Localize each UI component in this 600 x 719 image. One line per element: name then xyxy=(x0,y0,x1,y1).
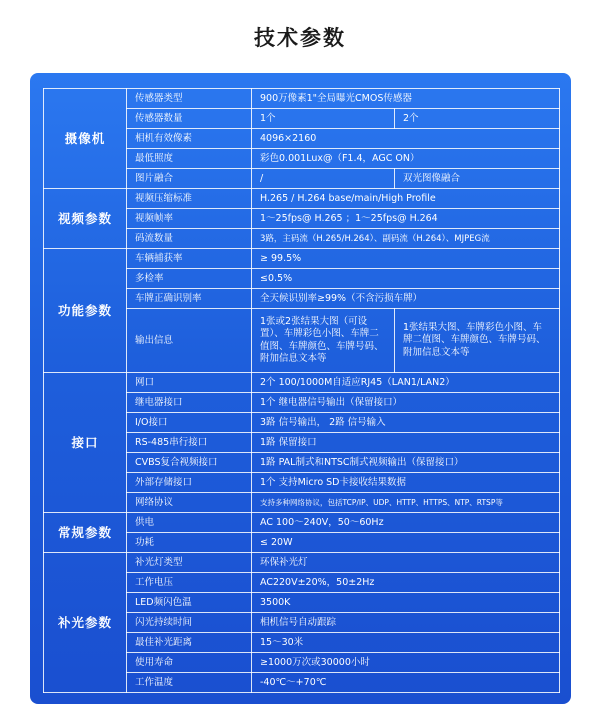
spec-label: 供电 xyxy=(127,513,252,533)
spec-value: 900万像素1"全局曝光CMOS传感器 xyxy=(252,89,560,109)
spec-label: 外部存储接口 xyxy=(127,473,252,493)
spec-label: CVBS复合视频接口 xyxy=(127,453,252,473)
spec-table xyxy=(43,88,560,693)
spec-label: 多检率 xyxy=(127,269,252,289)
spec-value: 4096×2160 xyxy=(252,129,560,149)
table-row xyxy=(44,189,560,209)
spec-value-single: / xyxy=(252,169,395,189)
spec-label: 最低照度 xyxy=(127,149,252,169)
spec-label: 补光灯类型 xyxy=(127,553,252,573)
spec-label: 功耗 xyxy=(127,533,252,553)
spec-value: -40℃～+70℃ xyxy=(252,673,560,693)
spec-value-single: 1个 xyxy=(252,109,395,129)
spec-label: 工作温度 xyxy=(127,673,252,693)
spec-value: 3500K xyxy=(252,593,560,613)
spec-value: ≤0.5% xyxy=(252,269,560,289)
spec-label: 使用寿命 xyxy=(127,653,252,673)
category-general: 常规参数 xyxy=(44,513,127,553)
spec-label: I/O接口 xyxy=(127,413,252,433)
spec-label: 传感器类型 xyxy=(127,89,252,109)
spec-label: 视频压缩标准 xyxy=(127,189,252,209)
spec-value: 3路 信号输出， 2路 信号输入 xyxy=(252,413,560,433)
table-row xyxy=(44,373,560,393)
spec-value: 1路 PAL制式和NTSC制式视频输出（保留接口） xyxy=(252,453,560,473)
spec-value: 3路，主码流（H.265/H.264）、副码流（H.264）、MJPEG流 xyxy=(252,229,560,249)
spec-value-dual: 1张结果大图、车牌彩色小图、车牌二值图、车牌颜色、车牌号码、附加信息文本等 xyxy=(395,309,560,373)
spec-value: 1个 继电器信号输出（保留接口） xyxy=(252,393,560,413)
spec-value: 支持多种网络协议，包括TCP/IP、UDP、HTTP、HTTPS、NTP、RTSP等 xyxy=(252,493,560,513)
table-row xyxy=(44,249,560,269)
spec-value: 彩色0.001Lux@（F1.4，AGC ON） xyxy=(252,149,560,169)
spec-value: 全天候识别率≥99%（不含污损车牌） xyxy=(252,289,560,309)
category-interface: 接口 xyxy=(44,373,127,513)
spec-value: 相机信号自动跟踪 xyxy=(252,613,560,633)
table-row xyxy=(44,553,560,573)
spec-value: AC220V±20%，50±2Hz xyxy=(252,573,560,593)
spec-label: 相机有效像素 xyxy=(127,129,252,149)
spec-value-single: 1张或2张结果大图（可设置）、车牌彩色小图、车牌二值图、车牌颜色、车牌号码、附加信息文本等 xyxy=(252,309,395,373)
spec-label: RS-485串行接口 xyxy=(127,433,252,453)
table-row xyxy=(44,513,560,533)
spec-label: 传感器数量 xyxy=(127,109,252,129)
spec-label: LED频闪色温 xyxy=(127,593,252,613)
spec-label: 图片融合 xyxy=(127,169,252,189)
spec-value: 15～30米 xyxy=(252,633,560,653)
category-camera: 摄像机 xyxy=(44,89,127,189)
table-row xyxy=(44,89,560,109)
spec-value: AC 100～240V，50～60Hz xyxy=(252,513,560,533)
spec-value-dual: 2个 xyxy=(395,109,560,129)
category-function: 功能参数 xyxy=(44,249,127,373)
spec-value: 1路 保留接口 xyxy=(252,433,560,453)
spec-label: 网口 xyxy=(127,373,252,393)
spec-value: 1个 支持Micro SD卡接收结果数据 xyxy=(252,473,560,493)
page-title: 技术参数 xyxy=(254,26,346,50)
spec-value: ≤ 20W xyxy=(252,533,560,553)
spec-label: 视频帧率 xyxy=(127,209,252,229)
spec-value: 2个 100/1000M自适应RJ45（LAN1/LAN2） xyxy=(252,373,560,393)
spec-value: 1～25fps@ H.265 ；1～25fps@ H.264 xyxy=(252,209,560,229)
category-fill-light: 补光参数 xyxy=(44,553,127,693)
spec-label: 码流数量 xyxy=(127,229,252,249)
spec-label: 继电器接口 xyxy=(127,393,252,413)
spec-label: 工作电压 xyxy=(127,573,252,593)
spec-label: 车牌正确识别率 xyxy=(127,289,252,309)
spec-label: 网络协议 xyxy=(127,493,252,513)
spec-label: 最佳补光距离 xyxy=(127,633,252,653)
spec-value: ≥1000万次或30000小时 xyxy=(252,653,560,673)
category-video: 视频参数 xyxy=(44,189,127,249)
spec-value: 环保补光灯 xyxy=(252,553,560,573)
spec-label: 车辆捕获率 xyxy=(127,249,252,269)
spec-value: ≥ 99.5% xyxy=(252,249,560,269)
spec-label: 闪光持续时间 xyxy=(127,613,252,633)
spec-value-dual: 双光图像融合 xyxy=(395,169,560,189)
spec-value: H.265 / H.264 base/main/High Profile xyxy=(252,189,560,209)
spec-label: 输出信息 xyxy=(127,309,252,373)
